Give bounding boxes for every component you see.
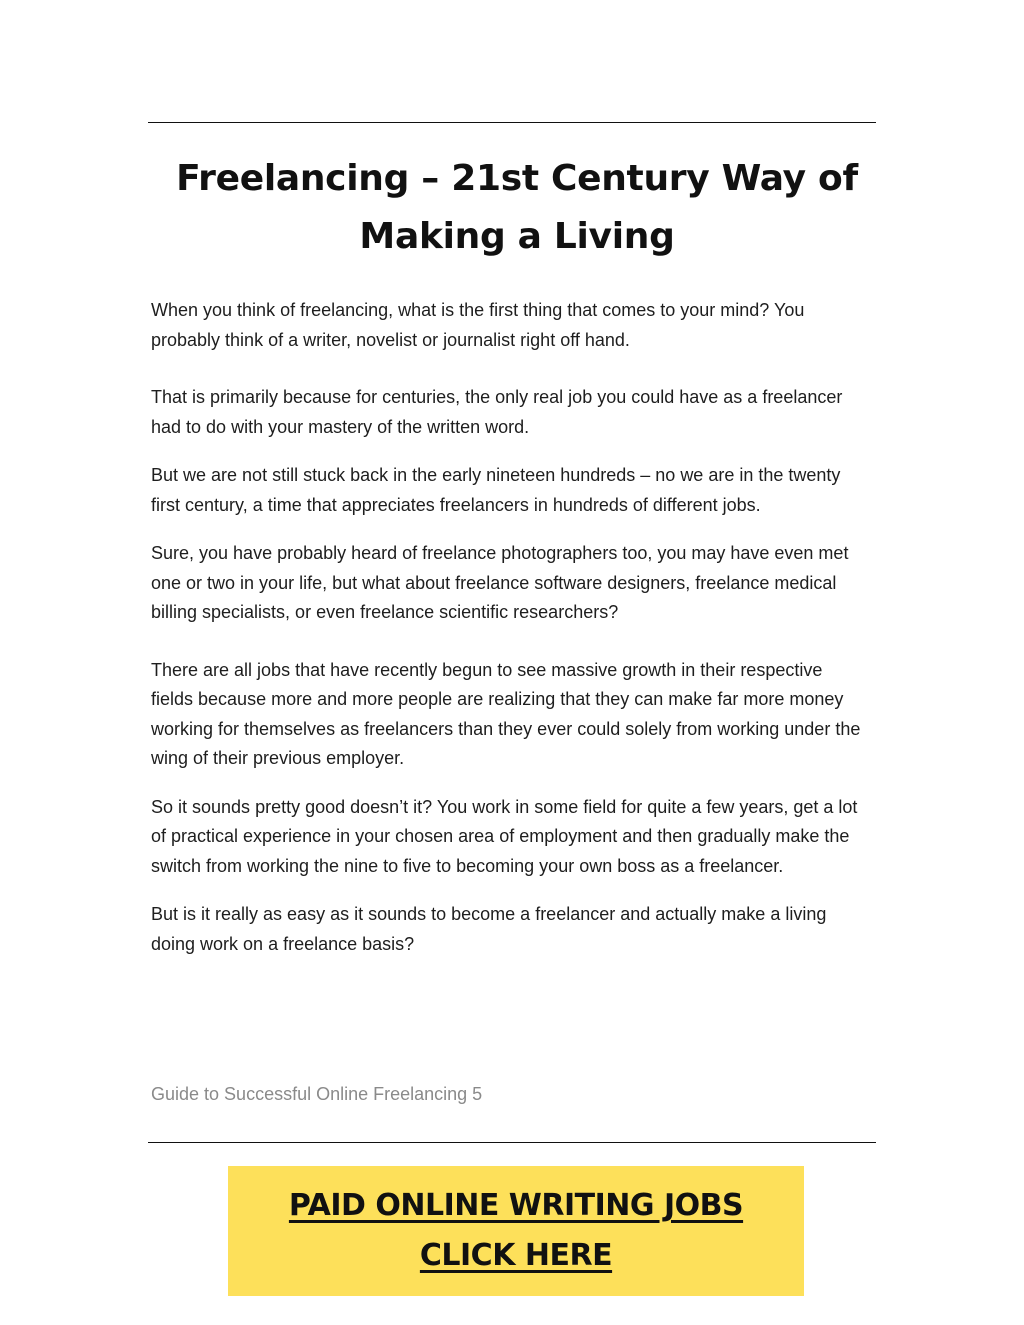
cta-label [289, 1181, 743, 1281]
paragraph-4: Sure, you have probably heard of freelance photographers too, you may have even met one or two in your life, but what about freelance software designers, freelance medical billing specialists, or even freelance scientific researchers? [151, 543, 849, 622]
page-title: Freelancing – 21st Century Way of Making a Living [176, 158, 858, 257]
paragraph-1: When you think of freelancing, what is the first thing that comes to your mind? You probably think of a writer, novelist or journalist right off hand. [151, 300, 805, 350]
paragraph-6: So it sounds pretty good doesn’t it? You work in some field for quite a few years, get a lot of practical experience in your chosen area of employment and then gradually make the switch from working the nine to five to becoming your own boss as a freelancer. [151, 796, 858, 876]
page-footer: Guide to Successful Online Freelancing 5 [151, 1084, 483, 1104]
paragraph-5: There are all jobs that have recently begun to see massive growth in their respective fields because more and more people are realizing that they can make far more money working for themselves as freelancers than they ever could solely from working under the wing of their previous employer. [151, 659, 861, 768]
cta-line-1: PAID ONLINE WRITING JOBS [288, 1188, 744, 1223]
paragraph-2: That is primarily because for centuries, the only real job you could have as a freelancer had to do with your mastery of the written word. [151, 387, 843, 437]
top-divider [148, 122, 876, 123]
paragraph-3: But we are not still stuck back in the early nineteen hundreds – no we are in the twenty first century, a time that appreciates freelancers in hundreds of different jobs. [151, 465, 841, 515]
article-body [151, 296, 863, 959]
bottom-divider [148, 1142, 876, 1143]
cta-banner-link[interactable] [228, 1166, 804, 1296]
cta-line-2: CLICK HERE [419, 1238, 613, 1273]
paragraph-7: But is it really as easy as it sounds to become a freelancer and actually make a living doing work on a freelance basis? [151, 904, 827, 954]
